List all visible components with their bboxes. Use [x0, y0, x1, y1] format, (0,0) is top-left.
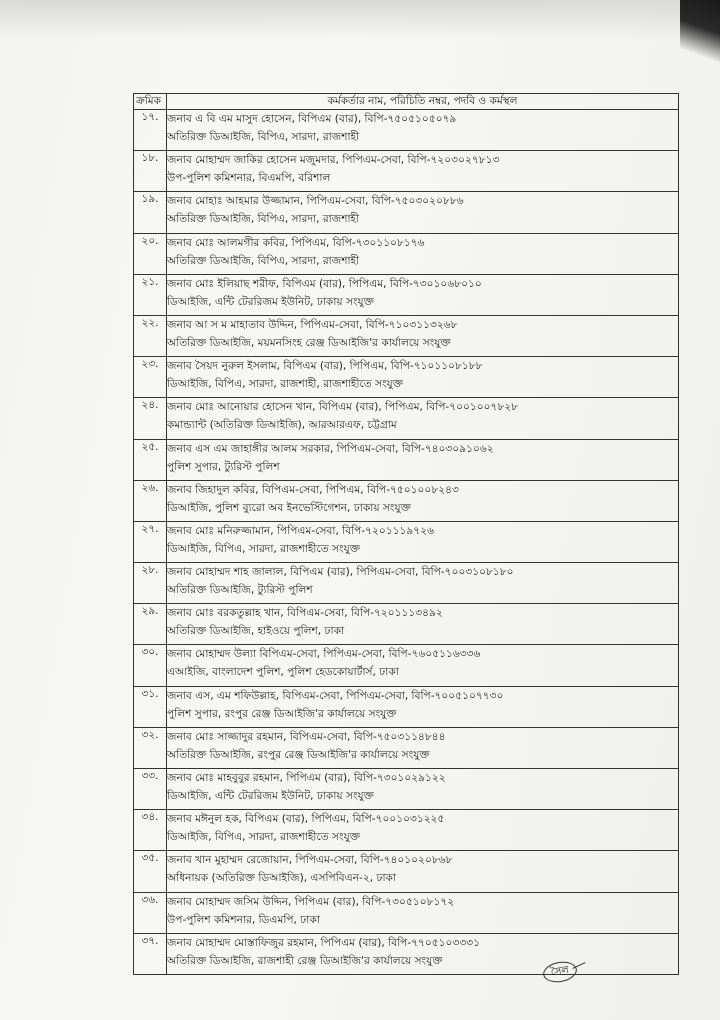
officer-name-line: জনাব মোঃ মাহবুবুর রহমান, পিপিএম (বার), বিপি-৭৩০১০২৯১২২ — [167, 772, 446, 784]
officer-details — [167, 810, 679, 851]
serial-number: ২৯. — [134, 604, 167, 645]
officer-details — [167, 357, 679, 398]
officer-posting-line: অতিরিক্ত ডিআইজি, রাজশাহী রেঞ্জ ডিআইজি'র কার্যালয়ে সংযুক্ত — [167, 954, 443, 967]
serial-number: ১৯. — [134, 192, 167, 233]
officer-posting-line: পুলিশ সুপার, রংপুর রেঞ্জ ডিআইজি'র কার্যালয়ে সংযুক্ত — [167, 707, 397, 720]
officer-posting-line: কমান্ড্যান্ট (অতিরিক্ত ডিআইজি), আরআরএফ, চট্টগ্রাম — [167, 419, 397, 432]
table-row — [134, 274, 679, 315]
officer-name-line: জনাব জিহাদুল কবির, বিপিএম-সেবা, পিপিএম, বিপি-৭৫০১০০৮২৪৩ — [167, 483, 459, 496]
table-row — [134, 439, 679, 480]
table-row — [134, 933, 679, 974]
officer-name-line: জনাব মোহাম্মদ শাহ জালাল, বিপিএম (বার), পিপিএম-সেবা, বিপি-৭০০৩১০৮১৮০ — [167, 566, 514, 579]
table-row — [134, 892, 679, 933]
serial-number: ৩৬. — [134, 892, 167, 933]
serial-number: ৩০. — [134, 645, 167, 686]
serial-number: ৩৭. — [134, 933, 167, 974]
officer-posting-line: এআইজি, বাংলাদেশ পুলিশ, পুলিশ হেডকোয়ার্টার্স, ঢাকা — [167, 666, 399, 679]
officer-posting-line: উপ-পুলিশ কমিশনার, বিএমপি, বরিশাল — [167, 172, 331, 185]
officer-name-line: জনাব এস, এম শফিউল্লাহ, বিপিএম-সেবা, পিপিএম-সেবা, বিপি-৭০০৫১০৭৭৩০ — [167, 689, 504, 702]
officer-details — [167, 398, 679, 439]
details-header: কর্মকর্তার নাম, পরিচিতি নম্বর, পদবি ও কর্মস্থল — [167, 94, 679, 110]
officer-posting-line: অতিরিক্ত ডিআইজি, রংপুর রেঞ্জ ডিআইজি'র কার্যালয়ে সংযুক্ত — [167, 748, 430, 761]
table-row — [134, 398, 679, 439]
officer-details — [167, 274, 679, 315]
table-row — [134, 686, 679, 727]
table-row — [134, 192, 679, 233]
serial-number: ৩১. — [134, 686, 167, 727]
officer-posting-line: উপ-পুলিশ কমিশনার, ডিএমপি, ঢাকা — [167, 913, 320, 926]
officer-details — [167, 439, 679, 480]
officer-posting-line: ডিআইজি, বিপিএ, সারদা, রাজশাহী, রাজশাহীতে সংযুক্ত — [167, 378, 404, 391]
officer-details — [167, 727, 679, 768]
officer-details — [167, 151, 679, 192]
roster-body — [134, 110, 679, 975]
serial-number: ৩৪. — [134, 810, 167, 851]
officer-posting-line: ডিআইজি, এন্টি টেররিজম ইউনিট, ঢাকায় সংযুক্ত — [167, 790, 374, 802]
table-row — [134, 769, 679, 810]
serial-number: ৩৫. — [134, 851, 167, 892]
officer-details — [167, 192, 679, 233]
table-row — [134, 521, 679, 562]
officer-name-line: জনাব মোহাম্মদ জাকির হোসেন মজুমদার, পিপিএম-সেবা, বিপি-৭২০৩০২৭৮১৩ — [167, 154, 500, 167]
officer-details — [167, 686, 679, 727]
officer-details — [167, 645, 679, 686]
officer-name-line: জনাব মোঃ মনিরুজ্জামান, পিপিএম-সেবা, বিপি-৭২০১১১৯৭২৬ — [167, 524, 434, 537]
officer-details — [167, 315, 679, 356]
scan-corner-shadow — [680, 0, 720, 70]
officer-details — [167, 563, 679, 604]
table-row — [134, 563, 679, 604]
officer-posting-line: ডিআইজি, এন্টি টেররিজম ইউনিট, ঢাকায় সংযুক্ত — [167, 295, 374, 308]
officer-details — [167, 521, 679, 562]
table-row — [134, 233, 679, 274]
table-row — [134, 357, 679, 398]
officer-name-line: জনাব এস এম জাহাঙ্গীর আলম সরকার, পিপিএম-সেবা, বিপি-৭৪০৩০৯১০৬২ — [167, 442, 494, 455]
serial-number: ১৭. — [134, 110, 167, 151]
officer-name-line: জনাব মোঃ আলমগীর কবির, পিপিএম, বিপি-৭৩০১১০৮১৭৬ — [167, 236, 425, 249]
officer-posting-line: পুলিশ সুপার, ট্যুরিস্ট পুলিশ — [167, 460, 280, 473]
officer-name-line: জনাব মোহাম্মদ মোস্তাফিজুর রহমান, পিপিএম (বার), বিপি-৭৭০৫১০৩৩৩১ — [167, 936, 480, 949]
table-row — [134, 727, 679, 768]
serial-number: ২২. — [134, 315, 167, 356]
officer-details — [167, 233, 679, 274]
table-row — [134, 645, 679, 686]
table-row — [134, 604, 679, 645]
officer-posting-line: অতিরিক্ত ডিআইজি, বিপিএ, সারদা, রাজশাহী — [167, 254, 360, 267]
officer-name-line: জনাব আ স ম মাহাতাব উদ্দিন, পিপিএম-সেবা, বিপি-৭১০৩১১৩২৬৮ — [167, 318, 458, 331]
table-row — [134, 480, 679, 521]
officer-details — [167, 480, 679, 521]
officer-details — [167, 933, 679, 974]
officer-details — [167, 892, 679, 933]
officer-posting-line: অধিনায়ক (অতিরিক্ত ডিআইজি), এসপিবিএন-২, ঢাকা — [167, 872, 397, 885]
table-row — [134, 110, 679, 151]
officer-name-line: জনাব মঈনুল হক, বিপিএম (বার), পিপিএম, বিপি-৭০০১০৩১২২৫ — [167, 813, 445, 826]
serial-header: ক্রমিক — [134, 94, 167, 110]
serial-number: ১৮. — [134, 151, 167, 192]
table-row — [134, 851, 679, 892]
serial-number: ২৮. — [134, 563, 167, 604]
officer-posting-line: ডিআইজি, বিপিএ, সারদা, রাজশাহীতে সংযুক্ত — [167, 831, 360, 844]
serial-number: ৩৩. — [134, 769, 167, 810]
officer-details — [167, 769, 679, 810]
officer-posting-line: ডিআইজি, পুলিশ ব্যুরো অব ইনভেস্টিগেশন, ঢাকায় সংযুক্ত — [167, 501, 411, 514]
officer-details — [167, 851, 679, 892]
officer-roster-table — [133, 93, 679, 975]
officer-name-line: জনাব এ বি এম মাসুদ হোসেন, বিপিএম (বার), বিপি-৭৫০৫১০৫০৭৯ — [167, 113, 457, 125]
officer-details — [167, 604, 679, 645]
officer-name-line: জনাব খান মুহাম্মদ রেজোয়ান, পিপিএম-সেবা, বিপি-৭৪০১০২০৮৬৮ — [167, 854, 453, 867]
serial-number: ৩২. — [134, 727, 167, 768]
scan-shadow — [0, 0, 720, 40]
table-row — [134, 151, 679, 192]
officer-name-line: জনাব সৈয়দ নুরুল ইসলাম, বিপিএম (বার), পিপিএম, বিপি-৭১০১১০৮১৮৮ — [167, 360, 483, 373]
officer-posting-line: ডিআইজি, বিপিএ, সারদা, রাজশাহীতে সংযুক্ত — [167, 542, 360, 555]
table-row — [134, 315, 679, 356]
officer-details — [167, 110, 679, 151]
officer-name-line: জনাব মোঃ সাজ্জাদুর রহমান, বিপিএম-সেবা, বিপি-৭৫০৩১১৪৮৪৪ — [167, 730, 446, 743]
table-row — [134, 810, 679, 851]
officer-posting-line: অতিরিক্ত ডিআইজি, হাইওয়ে পুলিশ, ঢাকা — [167, 625, 345, 638]
serial-number: ২৬. — [134, 480, 167, 521]
officer-posting-line: অতিরিক্ত ডিআইজি, ট্যুরিস্ট পুলিশ — [167, 584, 313, 597]
officer-posting-line: অতিরিক্ত ডিআইজি, ময়মনসিংহ রেঞ্জ ডিআইজি'র কার্যালয়ে সংযুক্ত — [167, 336, 451, 349]
serial-number: ২৪. — [134, 398, 167, 439]
officer-name-line: জনাব মোঃ ইলিয়াছ শরীফ, বিপিএম (বার), পিপিএম, বিপি-৭৩০১০৬৮০১০ — [167, 277, 482, 290]
serial-number: ২৩. — [134, 357, 167, 398]
officer-name-line: জনাব মোঃ আনোয়ার হোসেন খান, বিপিএম (বার), পিপিএম, বিপি-৭০০১০০৭৮২৮ — [167, 401, 519, 414]
officer-name-line: জনাব মোহাম্মদ উল্যা বিপিএম-সেবা, পিপিএম-সেবা, বিপি-৭৬০৫১১৬৩৩৬ — [167, 648, 481, 661]
serial-number: ২০. — [134, 233, 167, 274]
serial-number: ২৫. — [134, 439, 167, 480]
officer-posting-line: অতিরিক্ত ডিআইজি, বিপিএ, সারদা, রাজশাহী — [167, 131, 360, 143]
officer-posting-line: অতিরিক্ত ডিআইজি, বিপিএ, সারদা, রাজশাহী — [167, 213, 360, 226]
serial-number: ২৭. — [134, 521, 167, 562]
handwritten-initials: সৈল — [542, 959, 579, 985]
serial-number: ২১. — [134, 274, 167, 315]
officer-name-line: জনাব মোহাম্মদ জসিম উদ্দিন, পিপিএম (বার), বিপি-৭৩০৫১০৮১৭২ — [167, 895, 455, 908]
officer-name-line: জনাব মোহাঃ আহমার উজ্জামান, পিপিএম-সেবা, বিপি-৭৫০৩০২০৮৮৬ — [167, 195, 464, 208]
officer-name-line: জনাব মোঃ বরকতুল্লাহ খান, বিপিএম-সেবা, বিপি-৭২০১১১৩৪৯২ — [167, 607, 443, 620]
table-header-row — [134, 94, 679, 110]
